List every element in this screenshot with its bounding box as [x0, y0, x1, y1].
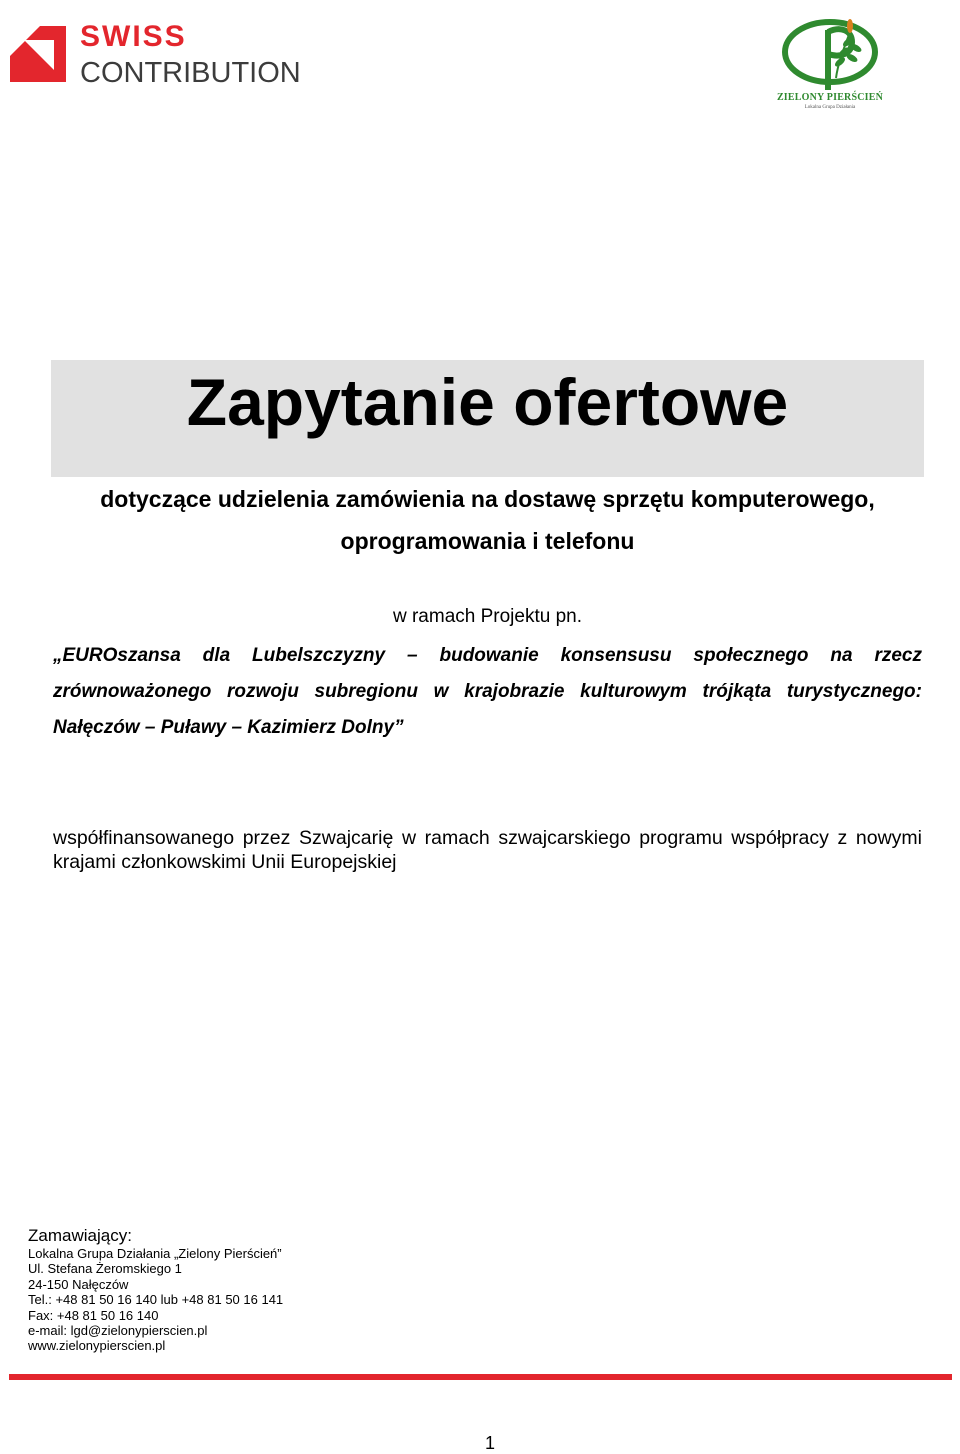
zielony-pierscien-logo-subtitle: Lokalna Grupa Działania	[804, 105, 856, 110]
swiss-contribution-logo-icon	[10, 26, 66, 82]
page-number: 1	[484, 1433, 495, 1453]
swiss-logo-word-contribution: CONTRIBUTION	[80, 57, 301, 89]
subtitle-line-2: oprogramowania i telefonu	[340, 528, 635, 554]
document-title: Zapytanie ofertowe	[186, 365, 789, 439]
orderer-email: e-mail: lgd@zielonypierscien.pl	[28, 1323, 208, 1339]
orderer-fax: Fax: +48 81 50 16 140	[28, 1307, 159, 1323]
project-intro: w ramach Projektu pn.	[392, 606, 583, 627]
orderer-website: www.zielonypierscien.pl	[28, 1338, 166, 1354]
zielony-pierscien-logo-name: ZIELONY PIERŚCIEŃ	[776, 92, 884, 103]
cofinancing-statement: współfinansowanego przez Szwajcarię w ramach szwajcarskiego programu współpracy z nowymi krajami członkowskimi Unii Europejskiej	[53, 827, 922, 873]
document-subtitle	[51, 478, 924, 562]
orderer-street: Ul. Stefana Żeromskiego 1	[28, 1261, 182, 1277]
orderer-block	[28, 1226, 283, 1354]
orderer-heading: Zamawiający:	[28, 1226, 132, 1245]
subtitle-line-1: dotyczące udzielenia zamówienia na dostawę sprzętu komputerowego,	[100, 486, 875, 512]
orderer-city: 24-150 Nałęczów	[28, 1276, 129, 1292]
orderer-name: Lokalna Grupa Działania „Zielony Pierścień”	[28, 1246, 282, 1261]
swiss-logo-word-swiss: SWISS	[80, 20, 187, 53]
footer-rule	[9, 1374, 952, 1380]
orderer-phone: Tel.: +48 81 50 16 140 lub +48 81 50 16 141	[28, 1292, 284, 1308]
project-name: „EUROszansa dla Lubelszczyzny – budowanie konsensusu społecznego na rzecz zrównoważonego rozwoju subregionu w krajobrazie kulturowym trójkąta turystycznego: Nałęczów – Puławy – Kazimierz Dolny”	[53, 645, 922, 738]
